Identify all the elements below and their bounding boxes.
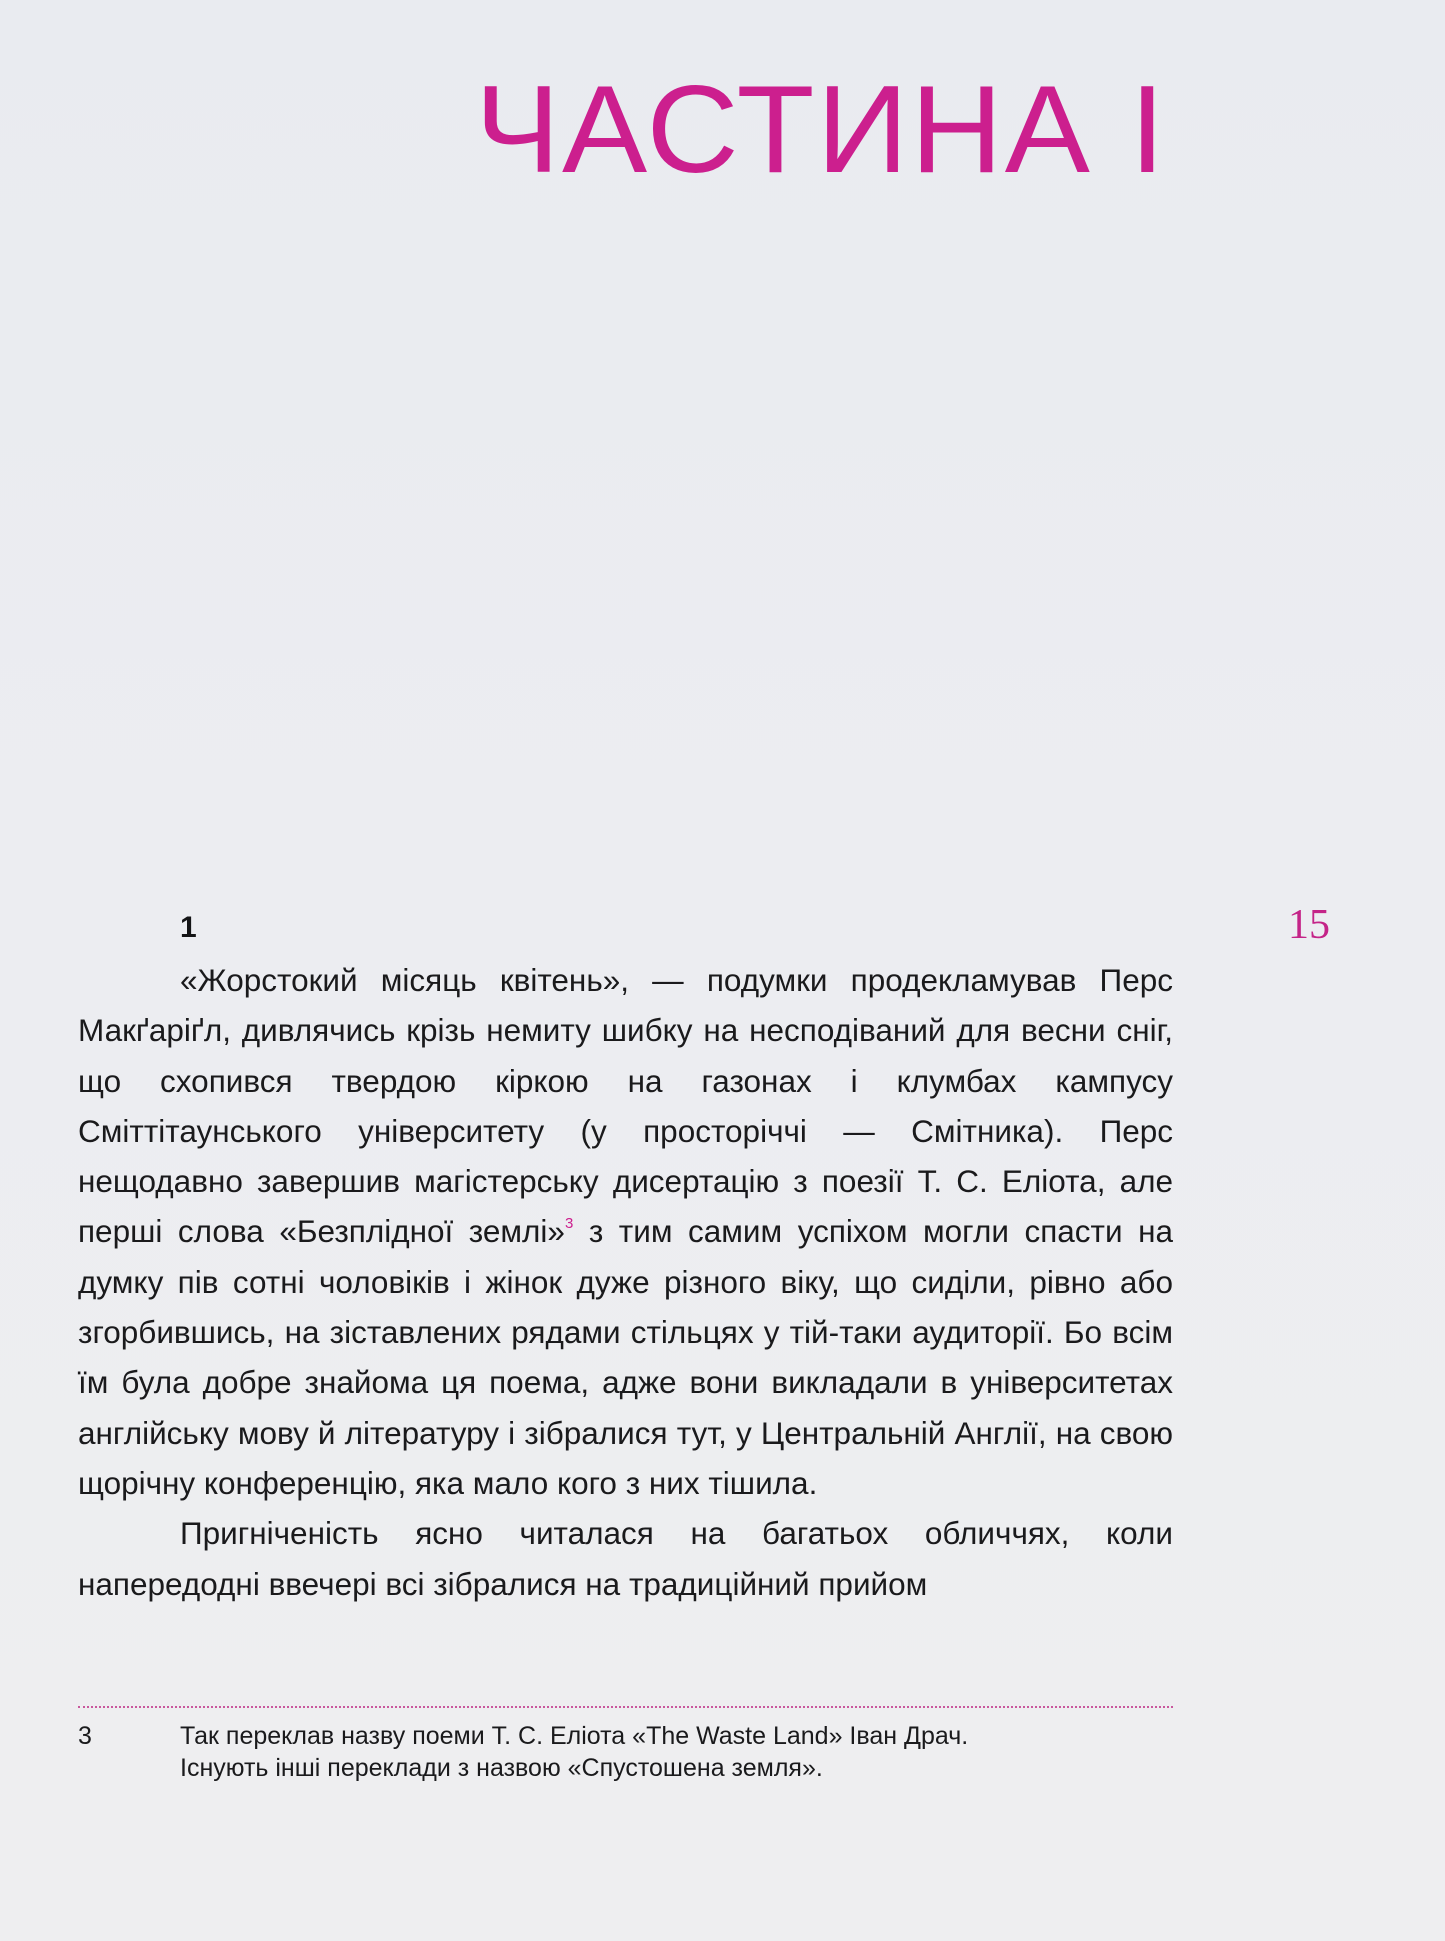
paragraph-2: Пригніченість ясно читалася на багатьох обличчях, коли напередодні ввечері всі зібралися на традиційний прийом [78,1515,1173,1602]
body-text [78,955,1173,1609]
page-number: 15 [1288,902,1330,948]
footnote-marker: 3 [78,1722,92,1750]
paragraph-1-part-b: з тим самим успіхом могли спасти на думку пів сотні чоловіків і жінок дуже різного віку, що сиділи, рівно або згорбившись, на зіставлених рядами стільцях у тій-таки аудиторії. Бо всім їм була добре знайома ця поема, адже вони викладали в університетах англійську мову й літературу і зібралися тут, у Центральній Англії, на свою щорічну конференцію, яка мало кого з них тішила. [78,1213,1174,1501]
part-title: ЧАСТИНА I [474,61,1167,199]
footnote-line-2: Існують інші переклади з назвою «Спустошена земля». [180,1754,823,1782]
footnote-text [180,1720,1173,1784]
paragraph-1 [78,955,1173,1508]
footnote-reference[interactable]: 3 [564,1215,574,1233]
chapter-number: 1 [180,911,197,944]
paragraph-1-part-a: «Жорстокий місяць квітень», — подумки продекламував Перс Макґаріґл, дивлячись крізь немиту шибку на несподіваний для весни сніг, що схопився твердою кіркою на газонах і клумбах кампусу Сміттітаунського університету (у просторіччі — Смітника). Перс нещодавно завершив магістерську дисертацію з поезії Т. С. Еліота, але перші слова «Безплідної землі» [78,962,1173,1250]
footnote [78,1720,1173,1784]
footnote-line-1: Так переклав назву поеми Т. С. Еліота «The Waste Land» Іван Драч. [180,1722,969,1750]
footnote-divider [78,1706,1173,1708]
